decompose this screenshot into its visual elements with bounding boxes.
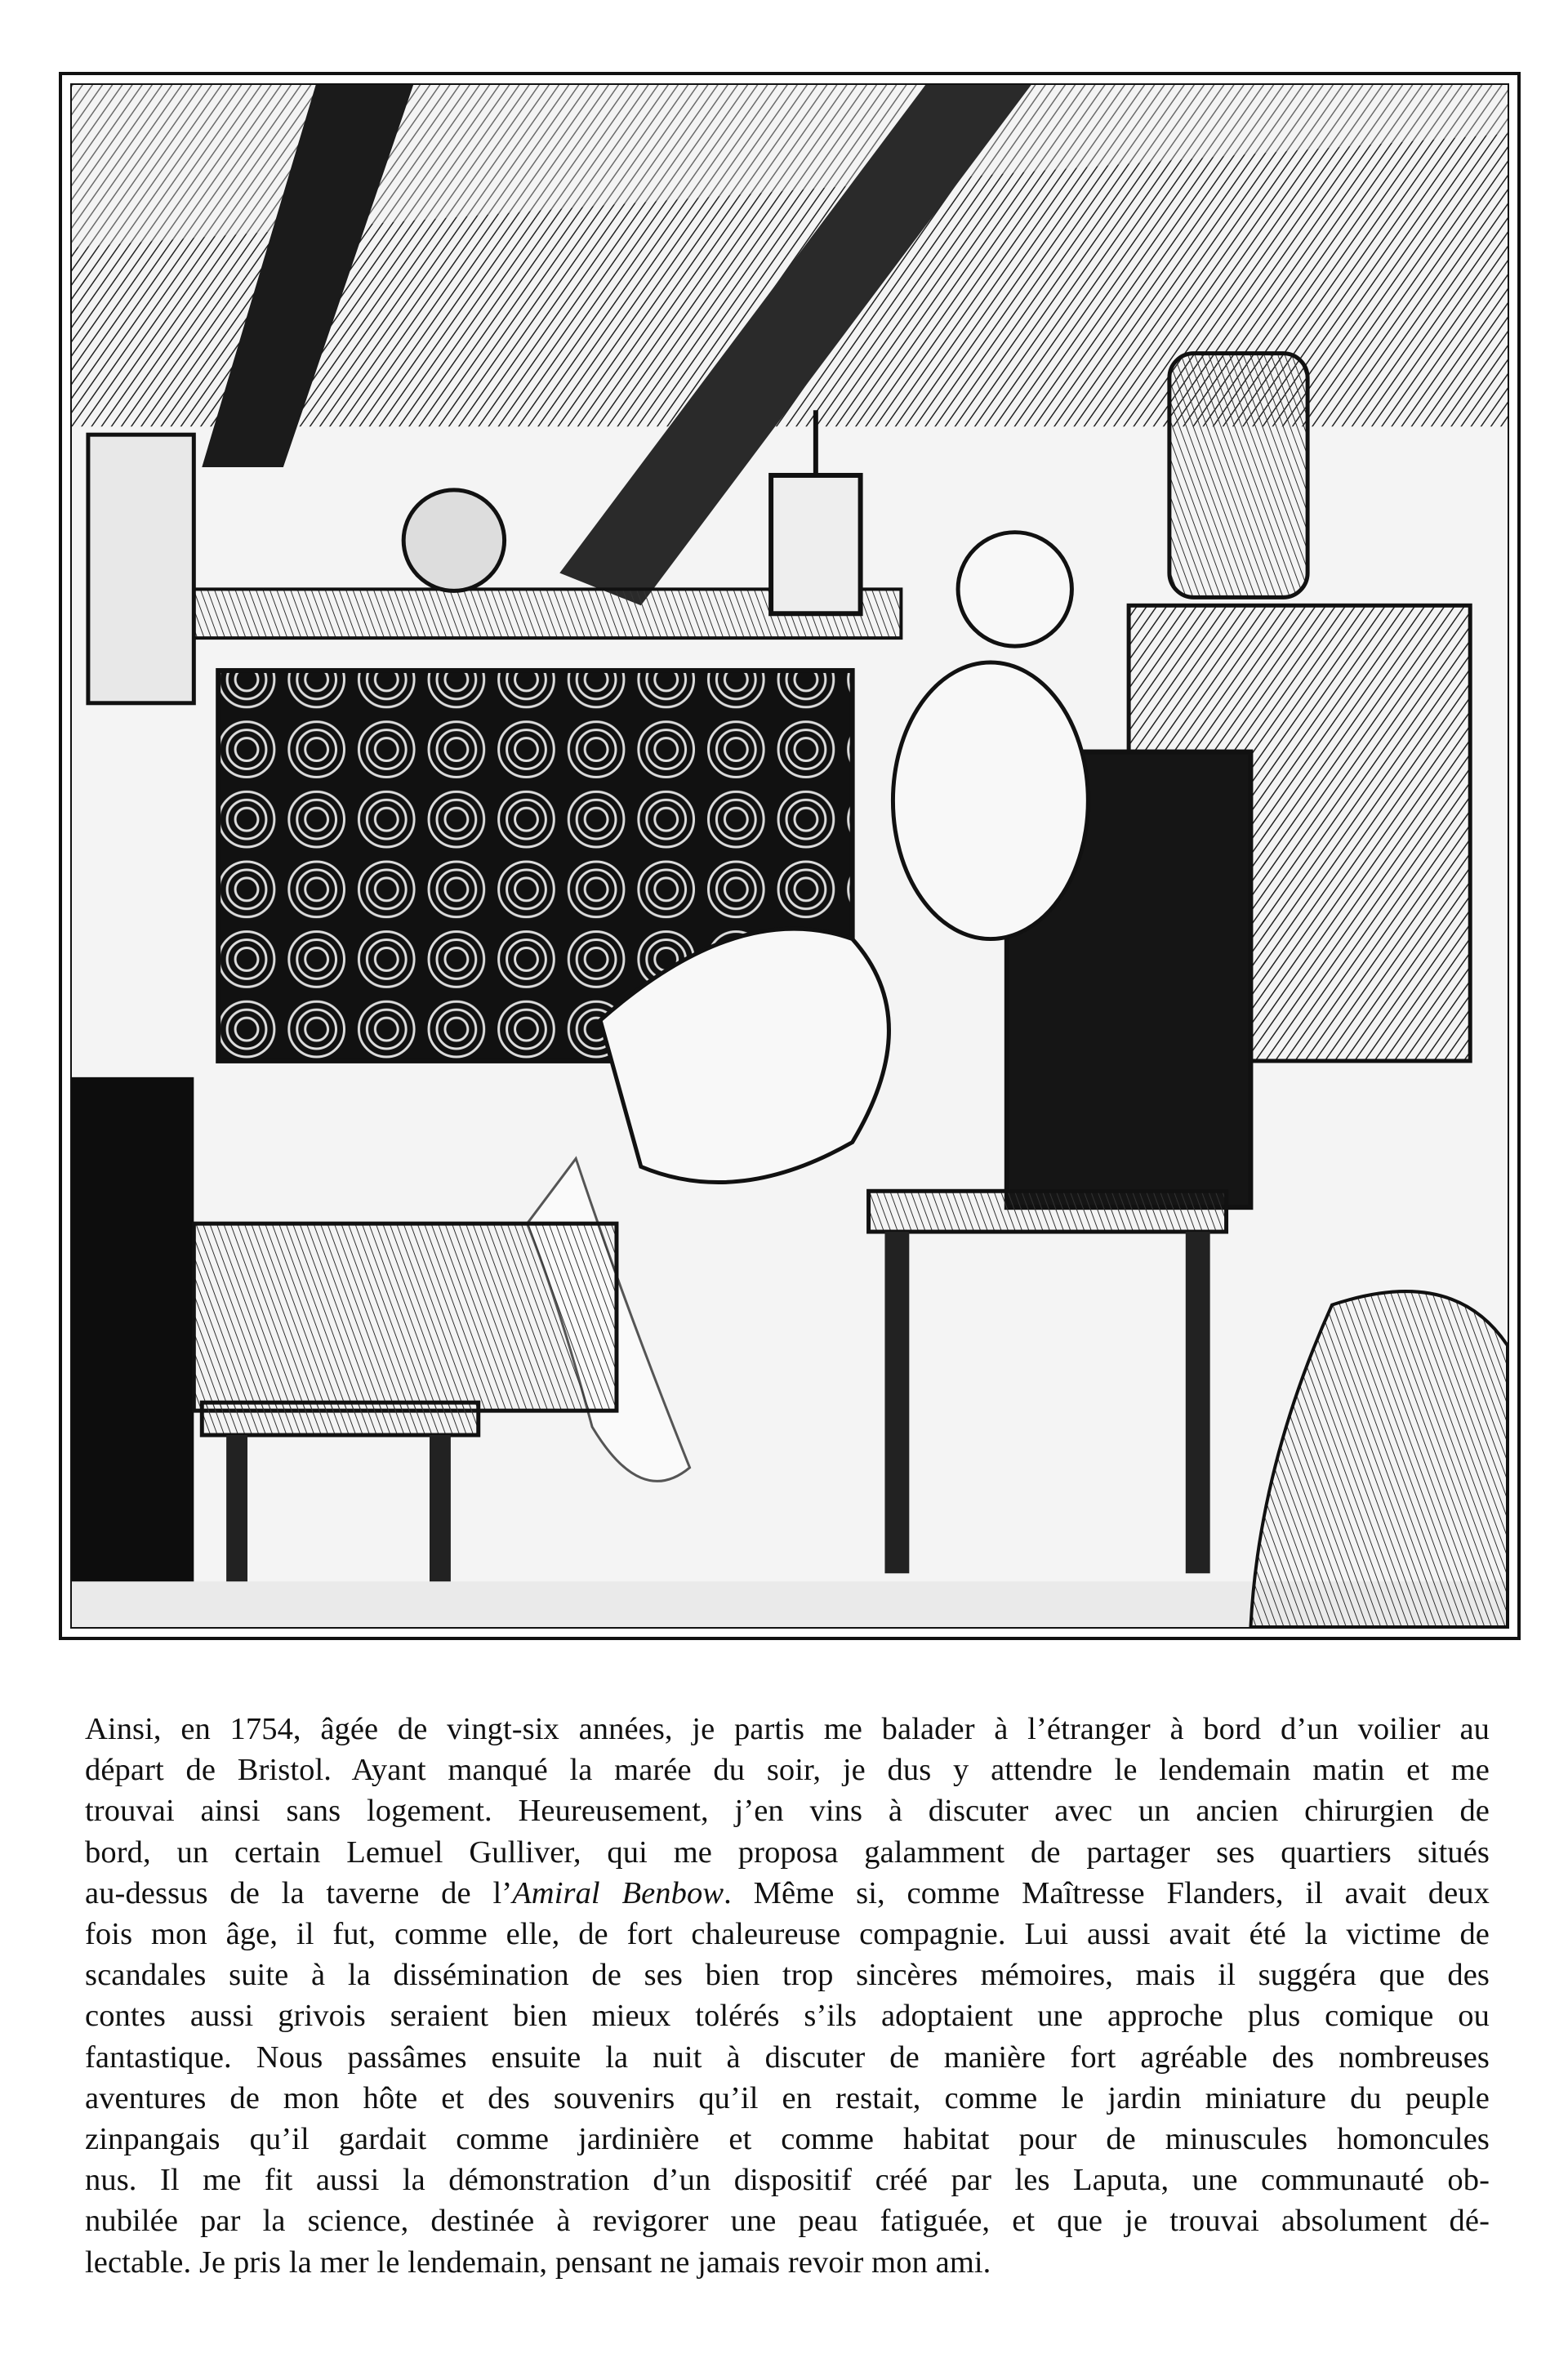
caption-line: zinpangais qu’il gardait comme jardinière et comme habitat pour de minuscules homoncules [85, 2122, 1490, 2157]
caption-line: aventures de mon hôte et des souvenirs qu’il en restait, comme le jardin miniature du peuple [85, 2080, 1490, 2115]
tavern-name: Amiral Benbow [512, 1875, 724, 1910]
caption-fragment: . Même si, comme Maîtresse Flanders, il avait deux [724, 1875, 1490, 1910]
small-stool [202, 1402, 478, 1435]
caption-line: trouvai ainsi sans logement. Heureusement, j’en vins à discuter avec un ancien chirurgien de [85, 1794, 1490, 1829]
caption-line: bord, un certain Lemuel Gulliver, qui me proposa galamment de partager ses quartiers situés [85, 1834, 1490, 1870]
glass-dome [403, 490, 504, 591]
illustration-artwork [70, 83, 1509, 1629]
caption-line: lectable. Je pris la mer le lendemain, pensant ne jamais revoir mon ami. [85, 2244, 991, 2280]
caption-line: départ de Bristol. Ayant manqué la marée du soir, je dus y attendre le lendemain matin et me [85, 1753, 1490, 1788]
framed-picture [88, 435, 194, 703]
dark-cabinet [72, 1077, 194, 1627]
caption-line: Ainsi, en 1754, âgée de vingt-six années, je partis me balader à l’étranger à bord d’un voilier au [85, 1712, 1490, 1746]
rock-garden [1250, 1291, 1508, 1627]
caption-text [85, 1709, 1490, 2283]
caption-line-with-title [85, 1873, 1490, 1914]
gulliver-figure [893, 662, 1088, 939]
caption-line: fois mon âge, il fut, comme elle, de fort chaleureuse compagnie. Lui aussi avait été la victime de [85, 1917, 1490, 1952]
attic-scene-drawing [72, 85, 1508, 1627]
caption-line: scandales suite à la dissémination de ses bien trop sincères mémoires, mais il suggéra que des [85, 1958, 1490, 1993]
hanging-lantern [771, 475, 861, 613]
laputan-device [1169, 354, 1307, 598]
caption-fragment: au-dessus de la taverne de l’ [85, 1875, 513, 1910]
caption-line: contes aussi grivois seraient bien mieux tolérés s’ils adoptaient une approche plus comique ou [85, 1999, 1490, 2034]
wooden-chest [194, 1224, 617, 1411]
caption-line: nus. Il me fit aussi la démonstration d’un dispositif créé par les Laputa, une communauté ob- [85, 2163, 1490, 2198]
caption-line: fantastique. Nous passâmes ensuite la nuit à discuter de manière fort agréable des nombreuses [85, 2039, 1490, 2075]
illustration-panel [59, 72, 1521, 1640]
caption-line: nubilée par la science, destinée à revigorer une peau fatiguée, et que je trouvai absolument dé- [85, 2204, 1490, 2239]
